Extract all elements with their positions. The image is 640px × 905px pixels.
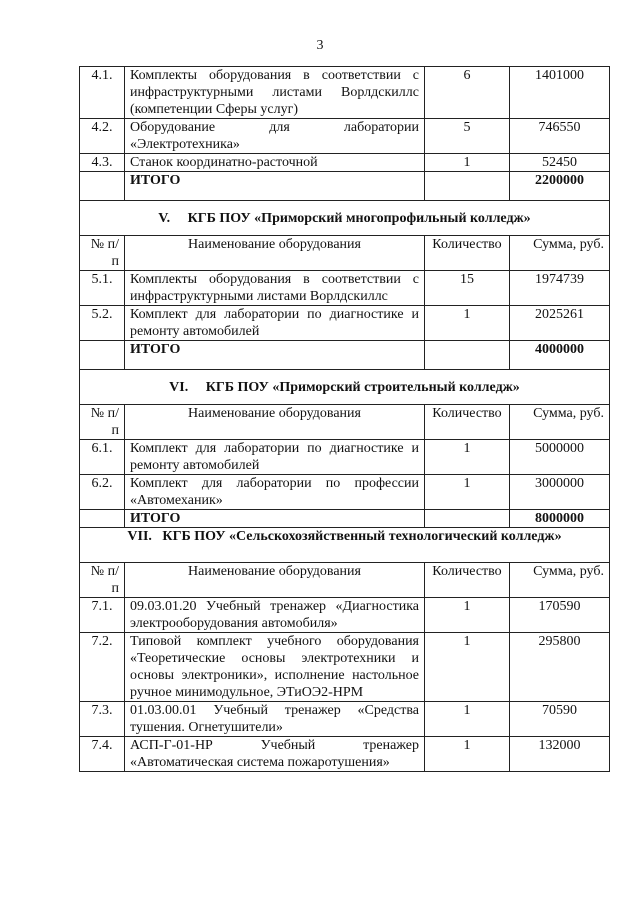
amount: 2025261: [510, 306, 610, 341]
table-header-row: [80, 236, 610, 271]
equipment-name: Станок координатно-расточной: [125, 154, 425, 172]
column-header-amount: Сумма, руб.: [510, 236, 610, 271]
equipment-name: 09.03.01.20 Учебный тренажер «Диагностика электрооборудования автомобиля»: [125, 598, 425, 633]
equipment-name: Комплект для лаборатории по профессии «Автомеханик»: [125, 475, 425, 510]
table-header-row: [80, 405, 610, 440]
row-number: 7.2.: [80, 633, 125, 702]
row-number: 4.1.: [80, 67, 125, 119]
total-row: [80, 510, 610, 528]
table-row: [80, 306, 610, 341]
total-amount: 8000000: [510, 510, 610, 528]
total-label: ИТОГО: [125, 172, 425, 201]
equipment-name: Комплект для лаборатории по диагностике и ремонту автомобилей: [125, 440, 425, 475]
row-number: 7.3.: [80, 702, 125, 737]
equipment-name: АСП-Г-01-НР Учебный тренажер «Автоматическая система пожаротушения»: [125, 737, 425, 772]
table-row: [80, 154, 610, 172]
quantity: 6: [425, 67, 510, 119]
table-row: [80, 702, 610, 737]
total-label: ИТОГО: [125, 510, 425, 528]
equipment-name: Комплекты оборудования в соответствии с инфраструктурными листами Ворлдскиллс (компетенции Сферы услуг): [125, 67, 425, 119]
row-number: 4.2.: [80, 119, 125, 154]
table-row: [80, 119, 610, 154]
column-header-number: № п/п: [80, 236, 125, 271]
quantity: 1: [425, 306, 510, 341]
column-header-amount: Сумма, руб.: [510, 405, 610, 440]
equipment-name: Комплекты оборудования в соответствии с инфраструктурными листами Ворлдскиллс: [125, 271, 425, 306]
amount: 3000000: [510, 475, 610, 510]
column-header-number: № п/п: [80, 563, 125, 598]
table-row: [80, 440, 610, 475]
quantity: 15: [425, 271, 510, 306]
section-title: VII. КГБ ПОУ «Сельскохозяйственный технологический колледж»: [80, 528, 610, 563]
amount: 1401000: [510, 67, 610, 119]
column-header-number: № п/п: [80, 405, 125, 440]
table-row: [80, 475, 610, 510]
quantity: 1: [425, 702, 510, 737]
section-heading: [80, 201, 610, 236]
amount: 1974739: [510, 271, 610, 306]
amount: 52450: [510, 154, 610, 172]
amount: 170590: [510, 598, 610, 633]
column-header-quantity: Количество: [425, 563, 510, 598]
row-number: 5.1.: [80, 271, 125, 306]
row-number: 7.4.: [80, 737, 125, 772]
equipment-name: Комплект для лаборатории по диагностике и ремонту автомобилей: [125, 306, 425, 341]
amount: 295800: [510, 633, 610, 702]
equipment-name: Типовой комплект учебного оборудования «Теоретические основы электротехники и основы электроники», исполнение настольное ручное минимодульное, ЭТиОЭ2-НРМ: [125, 633, 425, 702]
quantity: 1: [425, 475, 510, 510]
section-heading: [80, 528, 610, 563]
table-header-row: [80, 563, 610, 598]
quantity: 1: [425, 633, 510, 702]
column-header-quantity: Количество: [425, 405, 510, 440]
quantity: 1: [425, 440, 510, 475]
quantity: 1: [425, 598, 510, 633]
table-row: [80, 633, 610, 702]
total-row: [80, 172, 610, 201]
quantity: 1: [425, 154, 510, 172]
amount: 70590: [510, 702, 610, 737]
column-header-amount: Сумма, руб.: [510, 563, 610, 598]
column-header-name: Наименование оборудования: [125, 405, 425, 440]
equipment-name: Оборудование для лаборатории «Электротехника»: [125, 119, 425, 154]
amount: 5000000: [510, 440, 610, 475]
table-row: [80, 598, 610, 633]
table-row: [80, 271, 610, 306]
column-header-name: Наименование оборудования: [125, 236, 425, 271]
row-number: 7.1.: [80, 598, 125, 633]
quantity: 5: [425, 119, 510, 154]
quantity: 1: [425, 737, 510, 772]
row-number: 4.3.: [80, 154, 125, 172]
column-header-quantity: Количество: [425, 236, 510, 271]
row-number: 6.2.: [80, 475, 125, 510]
total-label: ИТОГО: [125, 341, 425, 370]
section-title: VI. КГБ ПОУ «Приморский строительный колледж»: [80, 370, 610, 405]
amount: 746550: [510, 119, 610, 154]
equipment-table: [79, 66, 610, 772]
table-row: [80, 67, 610, 119]
total-row: [80, 341, 610, 370]
row-number: 5.2.: [80, 306, 125, 341]
equipment-name: 01.03.00.01 Учебный тренажер «Средства тушения. Огнетушители»: [125, 702, 425, 737]
row-number: 6.1.: [80, 440, 125, 475]
column-header-name: Наименование оборудования: [125, 563, 425, 598]
table-row: [80, 737, 610, 772]
section-heading: [80, 370, 610, 405]
total-amount: 4000000: [510, 341, 610, 370]
total-amount: 2200000: [510, 172, 610, 201]
amount: 132000: [510, 737, 610, 772]
page-number: 3: [316, 38, 324, 53]
section-title: V. КГБ ПОУ «Приморский многопрофильный колледж»: [80, 201, 610, 236]
